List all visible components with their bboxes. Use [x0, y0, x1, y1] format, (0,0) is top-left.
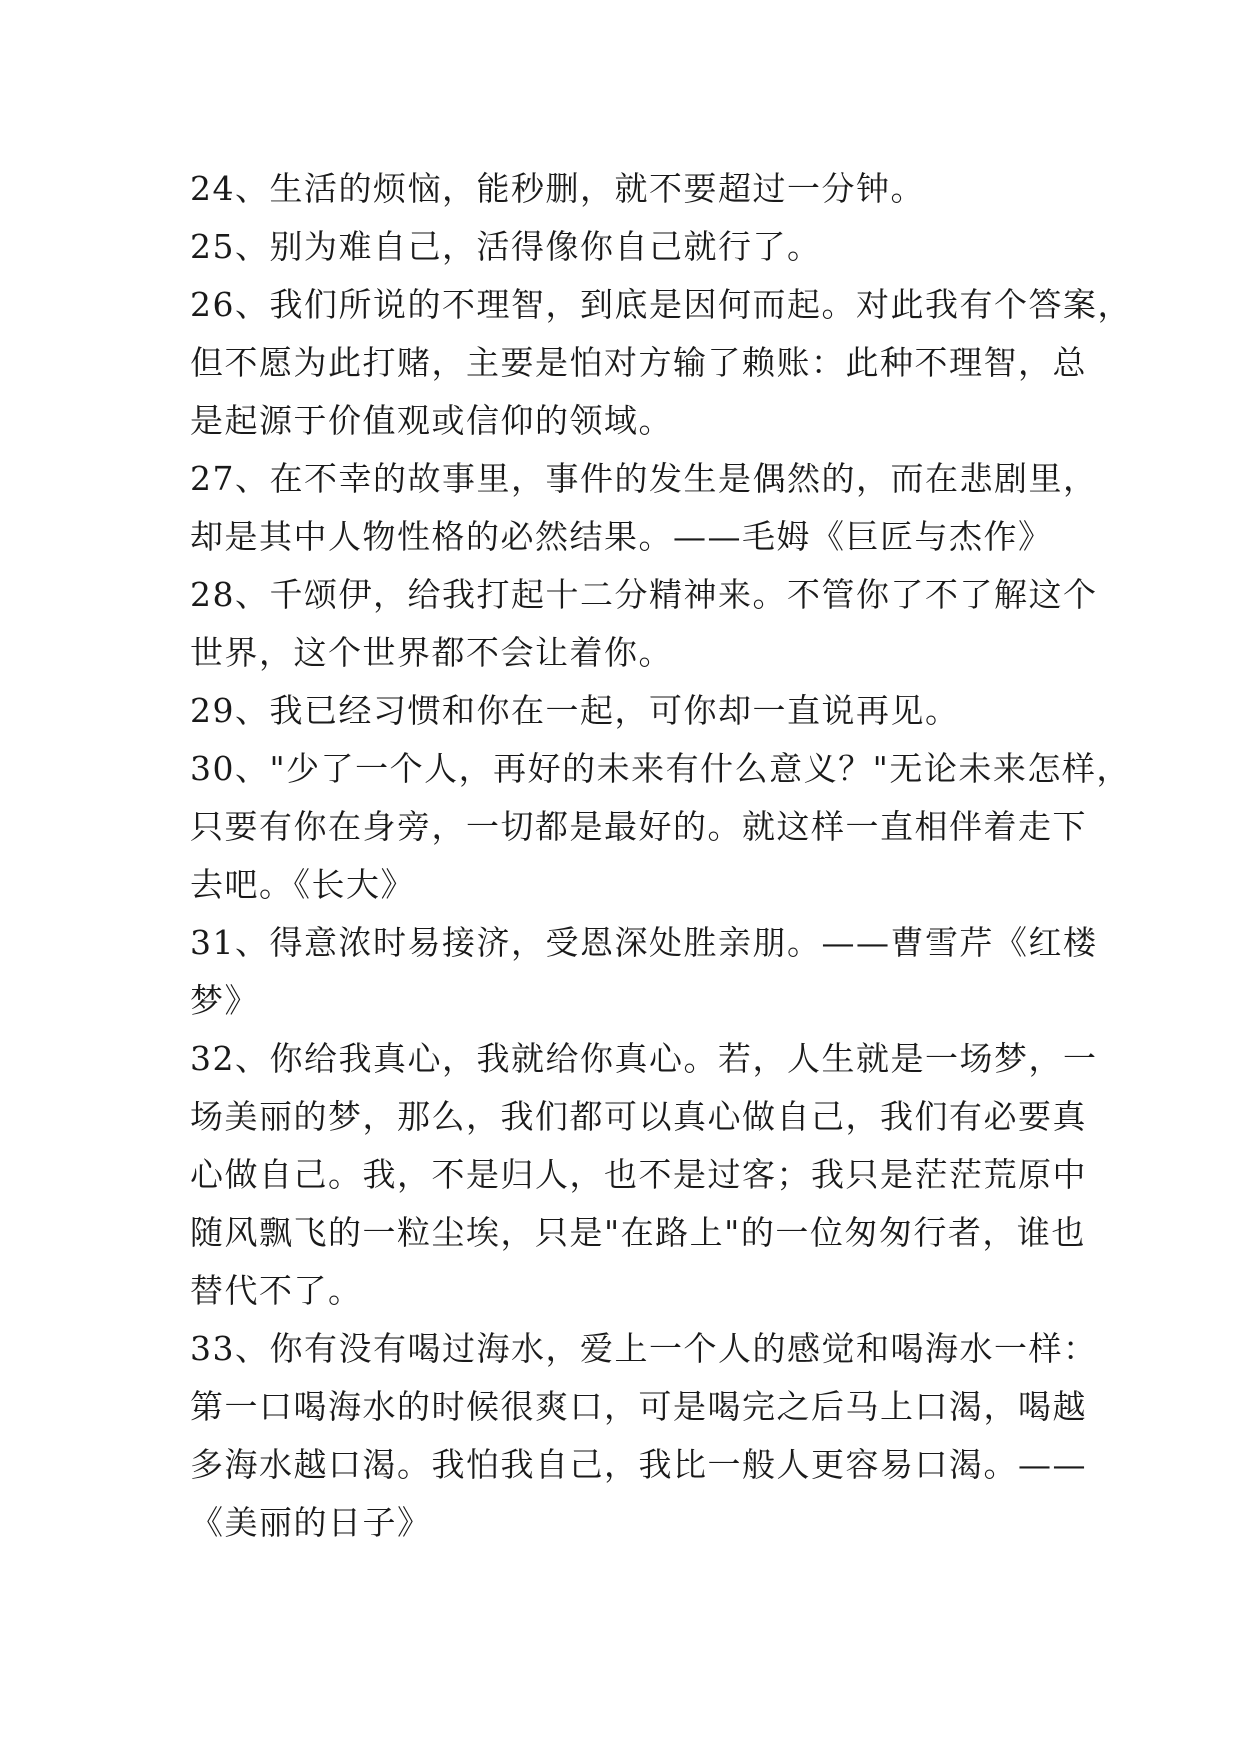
text-line: 但不愿为此打赌，主要是怕对方输了赖账：此种不理智，总	[190, 343, 1087, 382]
text-line: 32、你给我真心，我就给你真心。若，人生就是一场梦，一	[190, 1039, 1098, 1078]
text-line: 梦》	[190, 981, 259, 1020]
text-line: 去吧。《长大》	[190, 865, 415, 904]
text-line: 28、千颂伊，给我打起十二分精神来。不管你了不了解这个	[190, 575, 1098, 614]
text-line: 只要有你在身旁，一切都是最好的。就这样一直相伴着走下	[190, 807, 1087, 846]
text-line: 25、别为难自己，活得像你自己就行了。	[190, 227, 822, 266]
text-line: 随风飘飞的一粒尘埃，只是"在路上"的一位匆匆行者，谁也	[190, 1213, 1086, 1252]
text-line: 第一口喝海水的时候很爽口，可是喝完之后马上口渴，喝越	[190, 1387, 1087, 1426]
text-line: 心做自己。我，不是归人，也不是过客；我只是茫茫荒原中	[190, 1155, 1087, 1194]
text-line: 30、"少了一个人，再好的未来有什么意义？"无论未来怎样，	[190, 749, 1131, 788]
text-line: 替代不了。	[190, 1271, 363, 1310]
text-line: 31、得意浓时易接济，受恩深处胜亲朋。——曹雪芹《红楼	[190, 923, 1098, 962]
text-line: 多海水越口渴。我怕我自己，我比一般人更容易口渴。——	[190, 1445, 1087, 1484]
text-line: 24、生活的烦恼，能秒删，就不要超过一分钟。	[190, 169, 925, 208]
text-line: 33、你有没有喝过海水，爱上一个人的感觉和喝海水一样：	[190, 1329, 1098, 1368]
text-line: 《美丽的日子》	[190, 1503, 432, 1542]
text-line: 场美丽的梦，那么，我们都可以真心做自己，我们有必要真	[190, 1097, 1087, 1136]
text-line: 世界，这个世界都不会让着你。	[190, 633, 673, 672]
text-line: 却是其中人物性格的必然结果。——毛姆《巨匠与杰作》	[190, 517, 1053, 556]
text-line: 29、我已经习惯和你在一起，可你却一直说再见。	[190, 691, 960, 730]
document-body	[190, 160, 1132, 1552]
text-line: 27、在不幸的故事里，事件的发生是偶然的，而在悲剧里，	[190, 459, 1098, 498]
text-line: 26、我们所说的不理智，到底是因何而起。对此我有个答案，	[190, 285, 1132, 324]
text-line: 是起源于价值观或信仰的领域。	[190, 401, 673, 440]
